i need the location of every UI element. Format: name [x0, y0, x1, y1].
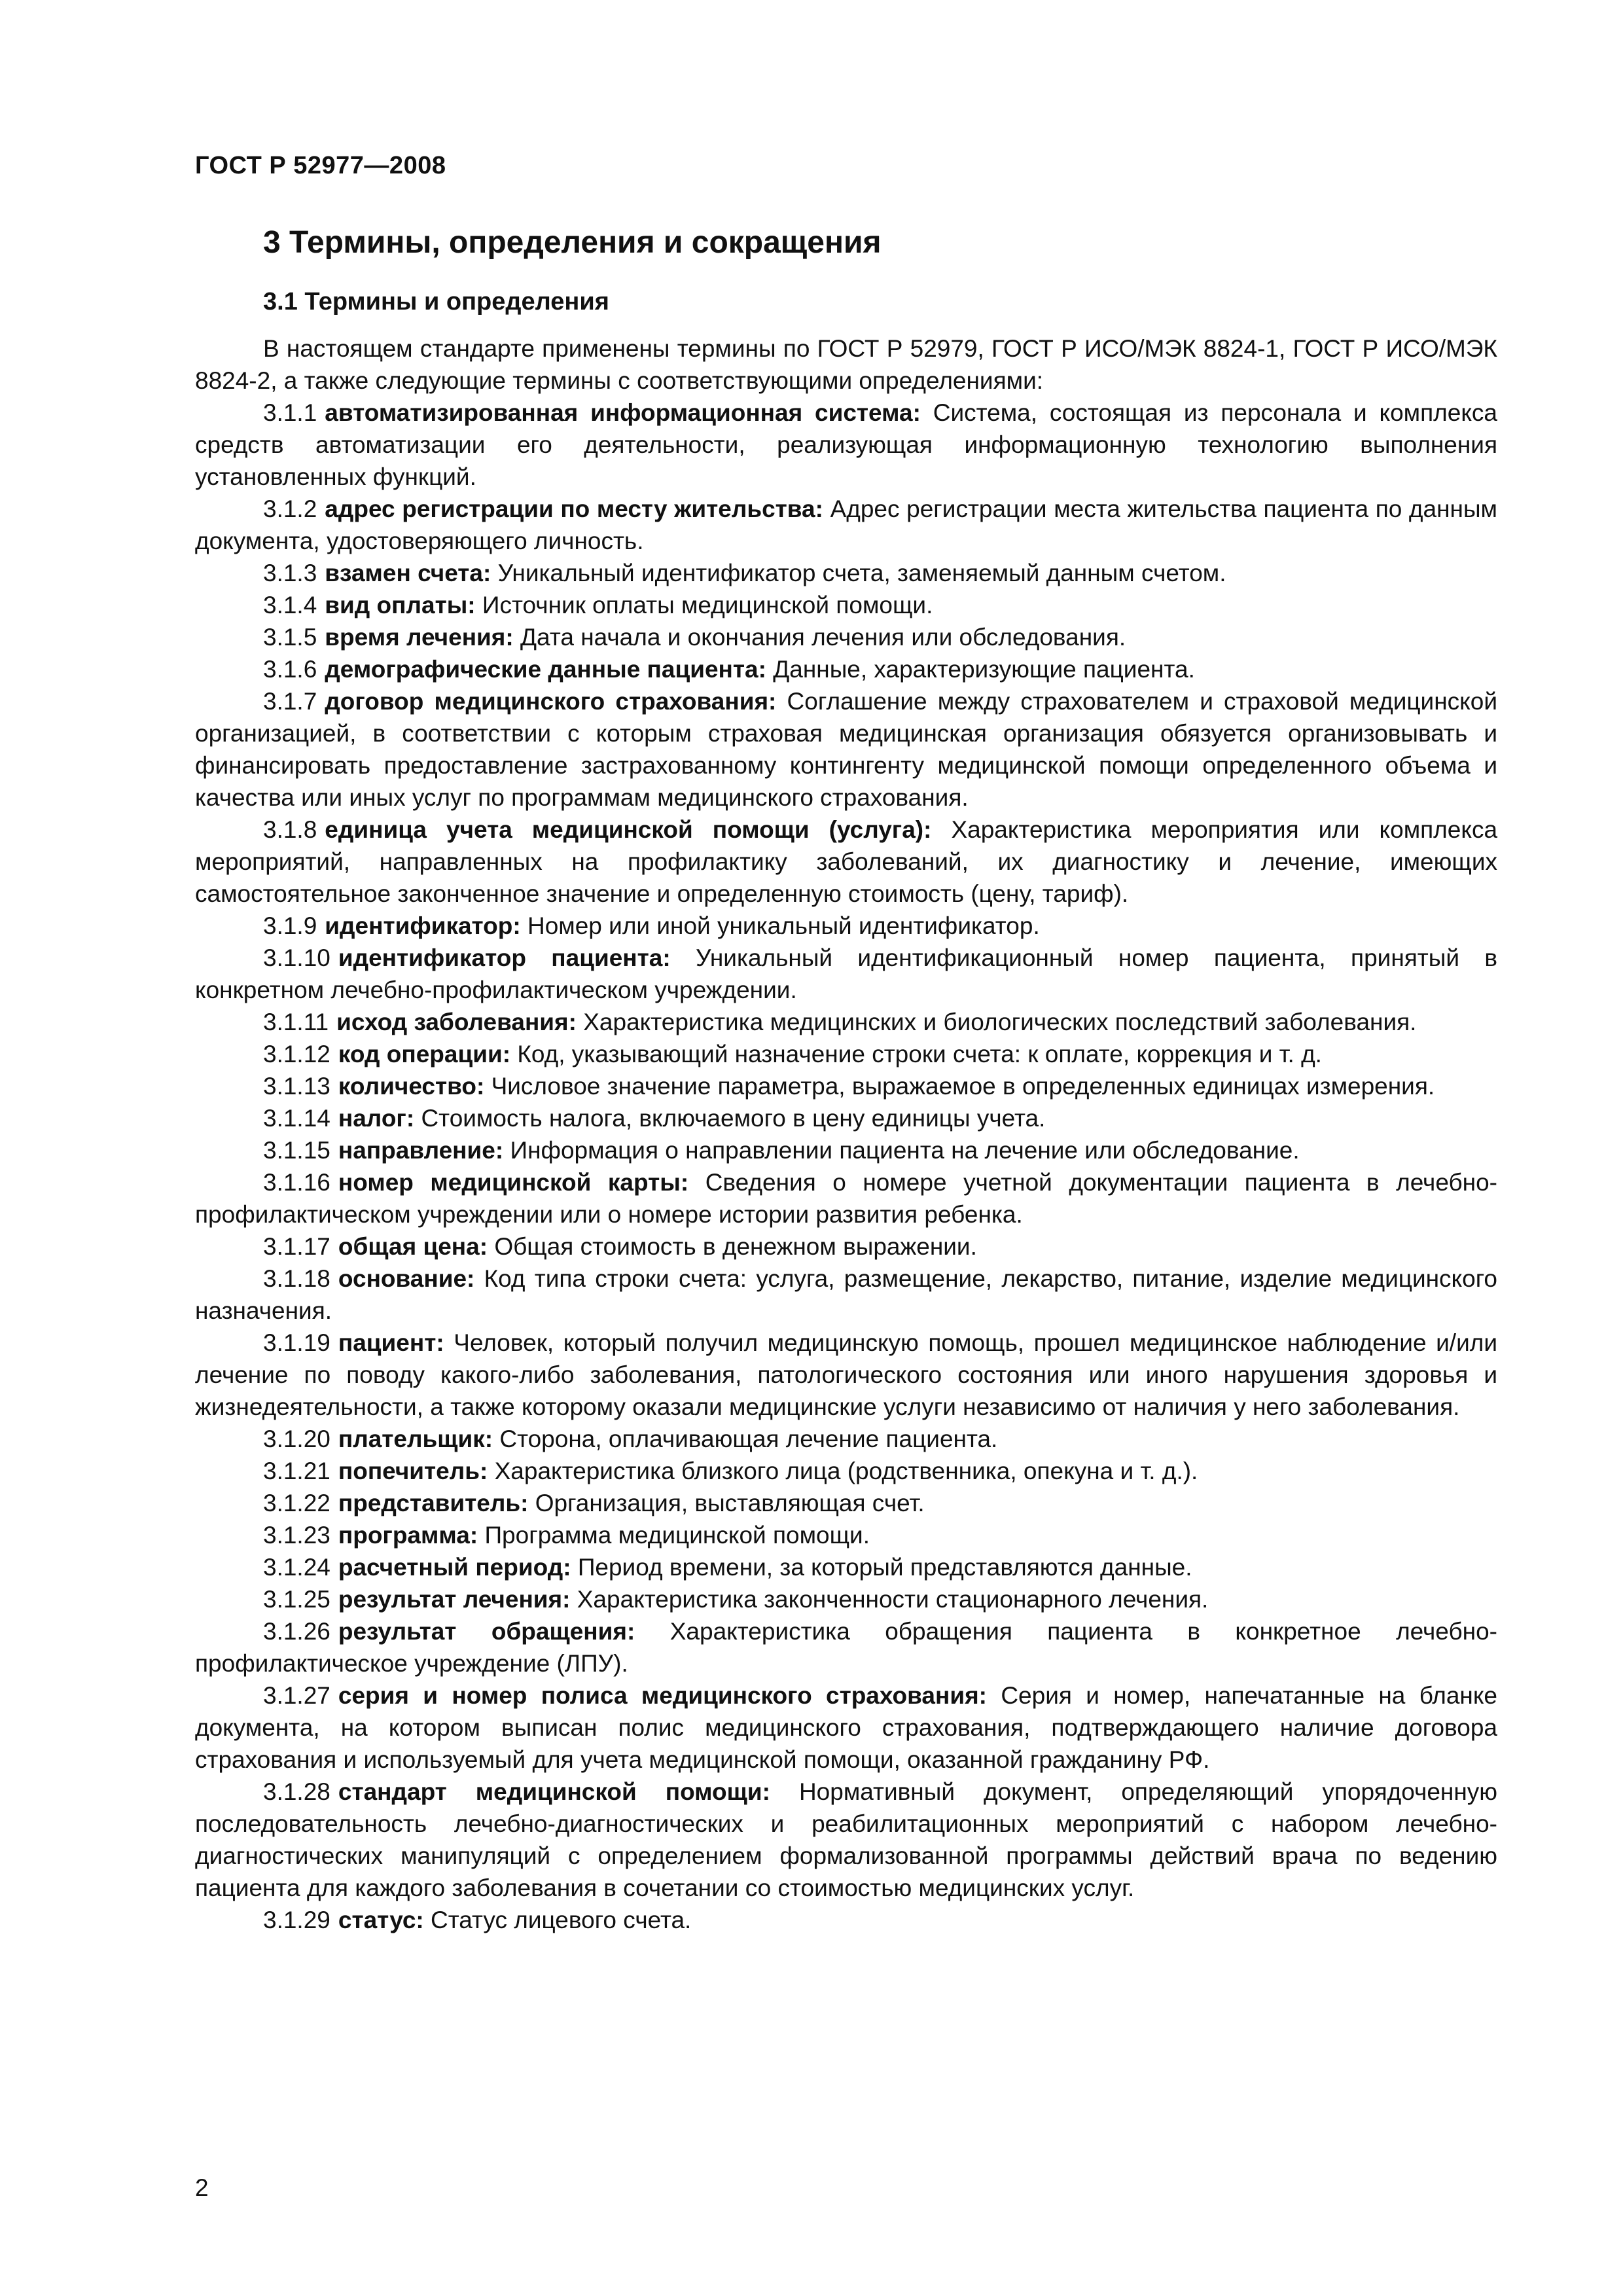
term-name: основание: — [338, 1265, 475, 1292]
term-name: договор медицинского страхования: — [325, 688, 777, 715]
term-name: результат лечения: — [338, 1586, 571, 1613]
term-definition: Код, указывающий назначение строки счета: к оплате, коррекция и т. д. — [517, 1041, 1322, 1067]
term-entry — [195, 1679, 1497, 1776]
term-name: серия и номер полиса медицинского страхования: — [338, 1682, 987, 1709]
term-number: 3.1.18 — [263, 1265, 330, 1292]
term-name: пациент: — [338, 1329, 444, 1356]
term-entry — [195, 1615, 1497, 1679]
term-name: идентификатор пациента: — [338, 944, 671, 971]
term-definition: Сведения о номере учетной документации пациента в лечебно-профилактическом учреждении или о номере истории развития ребенка. — [195, 1169, 1498, 1228]
term-number: 3.1.8 — [263, 816, 317, 843]
term-number: 3.1.22 — [263, 1490, 330, 1516]
term-definition: Характеристика обращения пациента в конкретное лечебно-профилактическое учреждение (ЛПУ). — [195, 1618, 1497, 1677]
term-number: 3.1.13 — [263, 1073, 330, 1100]
term-entry — [195, 397, 1497, 493]
term-definition: Номер или иной уникальный идентификатор. — [527, 912, 1040, 939]
term-definition: Система, состоящая из персонала и комплекса средств автоматизации его деятельности, реализующая информационную технологию выполнения установленных функций. — [195, 399, 1498, 490]
page-number: 2 — [195, 2174, 209, 2201]
term-name: взамен счета: — [325, 560, 491, 586]
term-entry — [195, 1423, 1497, 1455]
term-number: 3.1.3 — [263, 560, 317, 586]
term-name: расчетный период: — [338, 1554, 571, 1581]
term-entry — [195, 1455, 1497, 1487]
term-entry — [195, 1487, 1497, 1519]
term-number: 3.1.5 — [263, 624, 317, 651]
term-number: 3.1.19 — [263, 1329, 330, 1356]
term-definition: Человек, который получил медицинскую помощь, прошел медицинское наблюдение и/или лечение по поводу какого-либо заболевания, патологического состояния или иного нарушения здоровья и жизнедеятельности, а также которому оказали медицинские услуги независимо от наличия у него заболевания. — [195, 1329, 1498, 1420]
terms-body — [195, 332, 1497, 1936]
term-name: количество: — [338, 1073, 485, 1100]
term-number: 3.1.12 — [263, 1041, 330, 1067]
section-title: 3 Термины, определения и сокращения — [263, 225, 882, 260]
term-definition: Программа медицинской помощи. — [484, 1522, 870, 1549]
term-definition: Код типа строки счета: услуга, размещение, лекарство, питание, изделие медицинского назначения. — [195, 1265, 1497, 1324]
subsection-title: 3.1 Термины и определения — [263, 288, 609, 315]
term-name: демографические данные пациента: — [325, 656, 766, 683]
term-number: 3.1.2 — [263, 495, 317, 522]
term-definition: Характеристика медицинских и биологических последствий заболевания. — [583, 1009, 1417, 1035]
document-code: ГОСТ Р 52977—2008 — [195, 152, 446, 179]
term-number: 3.1.21 — [263, 1458, 330, 1484]
term-entry — [195, 910, 1497, 942]
term-entry — [195, 1519, 1497, 1551]
term-name: вид оплаты: — [325, 592, 476, 619]
term-entry — [195, 589, 1497, 621]
term-name: попечитель: — [338, 1458, 488, 1484]
term-entry — [195, 493, 1497, 557]
term-number: 3.1.10 — [263, 944, 330, 971]
term-entry — [195, 1904, 1497, 1936]
terms-list — [195, 397, 1497, 1936]
term-number: 3.1.1 — [263, 399, 317, 426]
term-number: 3.1.6 — [263, 656, 317, 683]
term-definition: Соглашение между страхователем и страховой медицинской организацией, в соответствии с которым страховая медицинская организация обязуется организовывать и финансировать предоставление застрахованному контингенту медицинской помощи определенного объема и качества или иных услуг по программам медицинского страхования. — [195, 688, 1498, 811]
term-name: идентификатор: — [325, 912, 521, 939]
term-entry — [195, 942, 1497, 1006]
term-name: код операции: — [338, 1041, 511, 1067]
intro-paragraph: В настоящем стандарте применены термины по ГОСТ Р 52979, ГОСТ Р ИСО/МЭК 8824-1, ГОСТ Р ИСО/МЭК 8824-2, а также следующие термины с соответствующими определениями: — [195, 335, 1497, 394]
term-name: налог: — [338, 1105, 415, 1132]
term-entry — [195, 1070, 1497, 1102]
term-entry — [195, 1583, 1497, 1615]
term-name: автоматизированная информационная система: — [325, 399, 921, 426]
term-name: статус: — [338, 1907, 424, 1933]
term-definition: Характеристика близкого лица (родственника, опекуна и т. д.). — [494, 1458, 1198, 1484]
term-definition: Характеристика законченности стационарного лечения. — [577, 1586, 1209, 1613]
term-number: 3.1.25 — [263, 1586, 330, 1613]
term-definition: Серия и номер, напечатанные на бланке документа, на котором выписан полис медицинского страхования, подтверждающего наличие договора страхования и используемый для учета медицинской помощи, оказанной гражданину РФ. — [195, 1682, 1498, 1773]
term-definition: Общая стоимость в денежном выражении. — [494, 1233, 977, 1260]
term-number: 3.1.20 — [263, 1426, 330, 1452]
term-number: 3.1.11 — [263, 1009, 329, 1035]
term-definition: Уникальный идентификатор счета, заменяемый данным счетом. — [497, 560, 1226, 586]
term-definition: Адрес регистрации места жительства пациента по данным документа, удостоверяющего личность. — [195, 495, 1497, 554]
term-number: 3.1.17 — [263, 1233, 330, 1260]
term-name: представитель: — [338, 1490, 529, 1516]
term-name: номер медицинской карты: — [338, 1169, 689, 1196]
term-definition: Характеристика мероприятия или комплекса мероприятий, направленных на профилактику заболеваний, их диагностику и лечение, имеющих самостоятельное законченное значение и определенную стоимость (цену, тариф). — [195, 816, 1498, 907]
term-definition: Статус лицевого счета. — [431, 1907, 692, 1933]
term-number: 3.1.15 — [263, 1137, 330, 1164]
term-definition: Стоимость налога, включаемого в цену единицы учета. — [421, 1105, 1046, 1132]
term-entry — [195, 653, 1497, 685]
term-name: общая цена: — [338, 1233, 488, 1260]
term-name: единица учета медицинской помощи (услуга): — [325, 816, 932, 843]
term-name: результат обращения: — [338, 1618, 635, 1645]
term-entry — [195, 621, 1497, 653]
term-number: 3.1.24 — [263, 1554, 330, 1581]
term-name: адрес регистрации по месту жительства: — [325, 495, 823, 522]
term-number: 3.1.16 — [263, 1169, 330, 1196]
term-number: 3.1.28 — [263, 1778, 330, 1805]
term-entry — [195, 814, 1497, 910]
term-entry — [195, 1230, 1497, 1263]
term-definition: Числовое значение параметра, выражаемое в определенных единицах измерения. — [491, 1073, 1435, 1100]
term-entry — [195, 1038, 1497, 1070]
term-entry — [195, 1263, 1497, 1327]
term-name: исход заболевания: — [336, 1009, 577, 1035]
term-number: 3.1.7 — [263, 688, 317, 715]
term-definition: Источник оплаты медицинской помощи. — [482, 592, 933, 619]
term-entry — [195, 557, 1497, 589]
term-name: стандарт медицинской помощи: — [338, 1778, 770, 1805]
term-entry — [195, 685, 1497, 814]
term-name: плательщик: — [338, 1426, 493, 1452]
term-name: время лечения: — [325, 624, 514, 651]
term-number: 3.1.14 — [263, 1105, 330, 1132]
term-definition: Сторона, оплачивающая лечение пациента. — [499, 1426, 998, 1452]
term-definition: Нормативный документ, определяющий упорядоченную последовательность лечебно-диагностических и реабилитационных мероприятий с набором лечебно-диагностических манипуляций с определением формализованной программы действий врача по ведению пациента для каждого заболевания в сочетании со стоимостью медицинских услуг. — [195, 1778, 1498, 1901]
term-entry — [195, 1776, 1497, 1904]
term-entry — [195, 1166, 1497, 1230]
term-entry — [195, 1006, 1497, 1038]
term-name: направление: — [338, 1137, 504, 1164]
term-number: 3.1.26 — [263, 1618, 330, 1645]
term-number: 3.1.29 — [263, 1907, 330, 1933]
term-number: 3.1.27 — [263, 1682, 330, 1709]
term-entry — [195, 1551, 1497, 1583]
term-number: 3.1.23 — [263, 1522, 330, 1549]
term-entry — [195, 1327, 1497, 1423]
term-definition: Дата начала и окончания лечения или обследования. — [520, 624, 1126, 651]
term-definition: Период времени, за который представляются данные. — [577, 1554, 1192, 1581]
term-definition: Организация, выставляющая счет. — [535, 1490, 925, 1516]
term-entry — [195, 1134, 1497, 1166]
term-number: 3.1.4 — [263, 592, 317, 619]
term-definition: Информация о направлении пациента на лечение или обследование. — [510, 1137, 1300, 1164]
term-definition: Уникальный идентификационный номер пациента, принятый в конкретном лечебно-профилактическом учреждении. — [195, 944, 1497, 1003]
term-number: 3.1.9 — [263, 912, 317, 939]
term-definition: Данные, характеризующие пациента. — [773, 656, 1195, 683]
term-entry — [195, 1102, 1497, 1134]
term-name: программа: — [338, 1522, 478, 1549]
